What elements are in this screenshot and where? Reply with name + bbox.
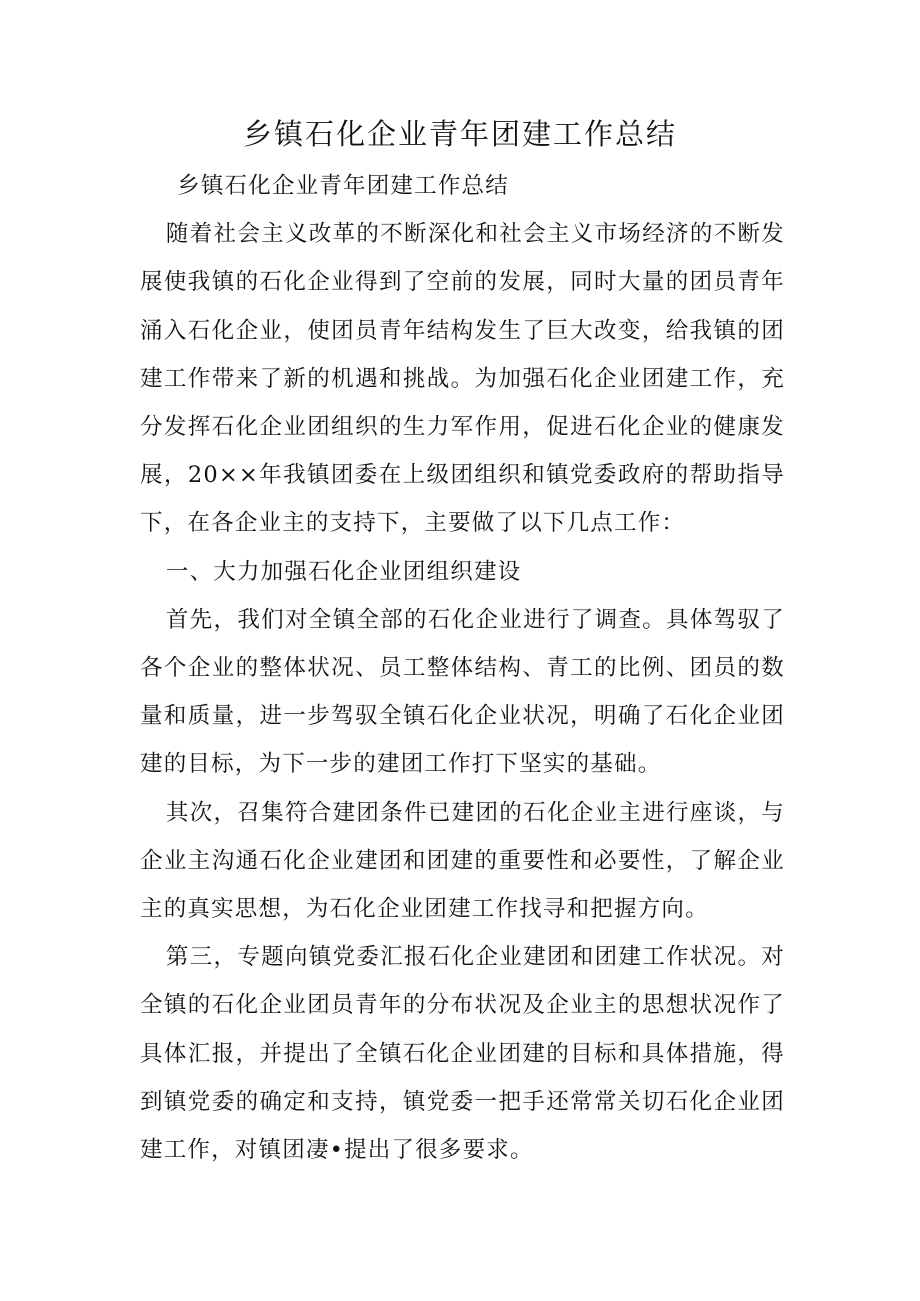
intro-paragraph: 随着社会主义改革的不断深化和社会主义市场经济的不断发展使我镇的石化企业得到了空前的发展，同时大量的团员青年涌入石化企业，使团员青年结构发生了巨大改变，给我镇的团建工作带来了新的机遇和挑战。为加强石化企业团建工作，充分发挥石化企业团组织的生力军作用，促进石化企业的健康发展，20××年我镇团委在上级团组织和镇党委政府的帮助指导下，在各企业主的支持下，主要做了以下几点工作：: [140, 221, 785, 537]
second-point-paragraph: 其次，召集符合建团条件已建团的石化企业主进行座谈，与企业主沟通石化企业建团和团建的重要性和必要性，了解企业主的真实思想，为石化企业团建工作找寻和把握方向。: [140, 799, 785, 923]
document-title: 乡镇石化企业青年团建工作总结: [242, 117, 677, 151]
document-body: [140, 162, 785, 1174]
section-heading: 一、大力加强石化企业团组织建设: [165, 558, 522, 585]
subtitle-paragraph: 乡镇石化企业青年团建工作总结: [177, 173, 509, 199]
first-point-paragraph: 首先，我们对全镇全部的石化企业进行了调查。具体驾驭了各个企业的整体状况、员工整体结构、青工的比例、团员的数量和质量，进一步驾驭全镇石化企业状况，明确了石化企业团建的目标，为下一步的建团工作打下坚实的基础。: [140, 606, 785, 778]
third-point-paragraph: 第三，专题向镇党委汇报石化企业建团和团建工作状况。对全镇的石化企业团员青年的分布状况及企业主的思想状况作了具体汇报，并提出了全镇石化企业团建的目标和具体措施，得到镇党委的确定和支持，镇党委一把手还常常关切石化企业团建工作，对镇团凄•提出了很多要求。: [140, 944, 785, 1164]
